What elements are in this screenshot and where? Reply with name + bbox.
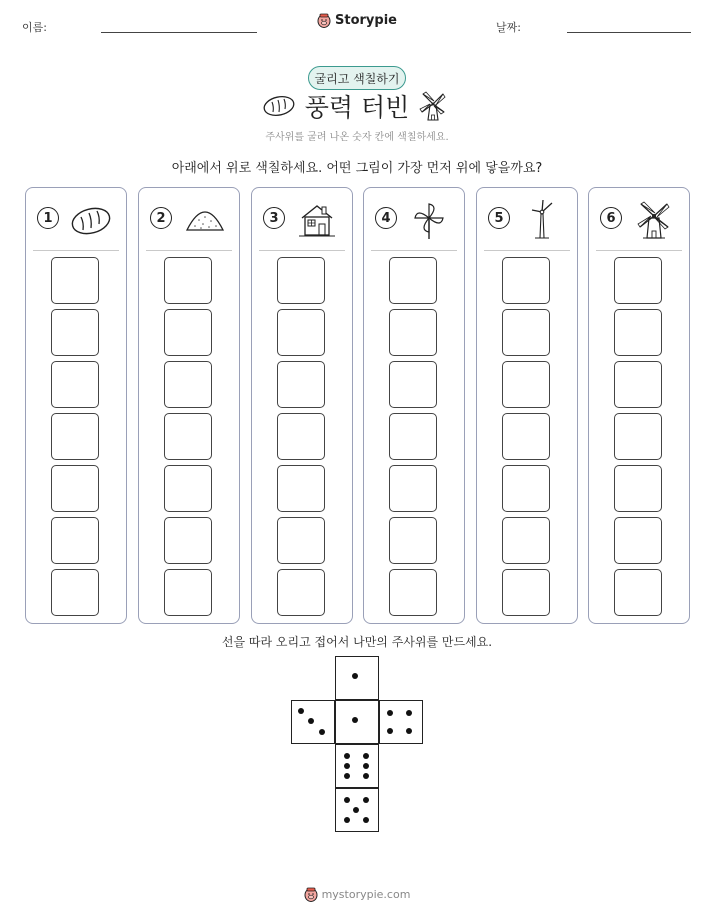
activity-badge: 굴리고 색칠하기 [308, 66, 406, 90]
color-cell[interactable] [389, 517, 437, 564]
color-cell[interactable] [389, 413, 437, 460]
column-divider [259, 250, 345, 251]
color-cell[interactable] [51, 257, 99, 304]
color-cell[interactable] [51, 309, 99, 356]
color-cell[interactable] [51, 517, 99, 564]
color-cell[interactable] [389, 465, 437, 512]
column-number: 5 [488, 207, 510, 229]
pip [363, 817, 369, 823]
color-cell[interactable] [614, 361, 662, 408]
color-cell[interactable] [389, 257, 437, 304]
column-1 [25, 187, 127, 624]
color-cell[interactable] [502, 517, 550, 564]
pip [352, 673, 358, 679]
brand-logo [0, 12, 714, 28]
color-cell[interactable] [51, 465, 99, 512]
pip [352, 717, 358, 723]
pip [363, 797, 369, 803]
page-title: 풍력 터빈 [304, 93, 410, 122]
column-divider [33, 250, 119, 251]
color-cell[interactable] [164, 517, 212, 564]
color-cell[interactable] [164, 465, 212, 512]
color-cell[interactable] [277, 517, 325, 564]
dice-face-top [335, 656, 379, 700]
dice-face-left [291, 700, 335, 744]
color-cell[interactable] [389, 309, 437, 356]
pip [319, 729, 325, 735]
column-number: 6 [600, 207, 622, 229]
column-number: 2 [150, 207, 172, 229]
flour-pile-icon [181, 200, 227, 240]
color-cell[interactable] [51, 361, 99, 408]
windmill-icon [419, 90, 447, 122]
color-cell[interactable] [502, 257, 550, 304]
color-cell[interactable] [502, 465, 550, 512]
bread-icon [68, 200, 114, 240]
color-cell[interactable] [502, 361, 550, 408]
color-cell[interactable] [164, 569, 212, 616]
color-cell[interactable] [51, 569, 99, 616]
color-cell[interactable] [277, 361, 325, 408]
pip [308, 718, 314, 724]
pip [298, 708, 304, 714]
column-2 [138, 187, 240, 624]
color-cell[interactable] [164, 413, 212, 460]
pig-mascot-icon [317, 12, 331, 28]
color-cell[interactable] [502, 569, 550, 616]
wind-turbine-icon [519, 200, 565, 240]
pinwheel-icon [406, 200, 452, 240]
dice-face-right [379, 700, 423, 744]
color-cell[interactable] [614, 569, 662, 616]
color-cell[interactable] [502, 413, 550, 460]
date-label: 날짜: [496, 21, 521, 34]
house-icon [294, 200, 340, 240]
windmill-icon [631, 200, 677, 240]
brand-name: Storypie [335, 12, 397, 28]
pip [387, 728, 393, 734]
date-line[interactable] [567, 32, 691, 33]
color-cell[interactable] [389, 361, 437, 408]
column-4 [363, 187, 465, 624]
color-cell[interactable] [614, 309, 662, 356]
name-label: 이름: [22, 21, 47, 34]
pip [344, 797, 350, 803]
color-cell[interactable] [277, 257, 325, 304]
pip [406, 728, 412, 734]
column-divider [371, 250, 457, 251]
color-cell[interactable] [614, 257, 662, 304]
dice-face-center [335, 700, 379, 744]
color-cell[interactable] [277, 465, 325, 512]
column-3 [251, 187, 353, 624]
color-cell[interactable] [389, 569, 437, 616]
dice-face-bottom [335, 744, 379, 788]
color-cell[interactable] [164, 309, 212, 356]
color-cell[interactable] [277, 569, 325, 616]
name-line[interactable] [101, 32, 257, 33]
column-divider [146, 250, 232, 251]
pip [344, 753, 350, 759]
column-6 [588, 187, 690, 624]
column-number: 1 [37, 207, 59, 229]
color-cell[interactable] [277, 413, 325, 460]
dice-face-back [335, 788, 379, 832]
page-subtitle: 주사위를 굴려 나온 숫자 칸에 색칠하세요. [265, 132, 449, 143]
dice-net-caption: 선을 따라 오리고 접어서 나만의 주사위를 만드세요. [221, 635, 493, 649]
instruction-text: 아래에서 위로 색칠하세요. 어떤 그림이 가장 먼저 위에 닿을까요? [171, 161, 543, 176]
pip [387, 710, 393, 716]
color-cell[interactable] [614, 413, 662, 460]
color-cell[interactable] [164, 361, 212, 408]
pip [344, 773, 350, 779]
pip [406, 710, 412, 716]
column-divider [596, 250, 682, 251]
color-cell[interactable] [164, 257, 212, 304]
column-5 [476, 187, 578, 624]
column-number: 3 [263, 207, 285, 229]
pip [344, 817, 350, 823]
footer [0, 886, 714, 902]
color-cell[interactable] [502, 309, 550, 356]
pig-mascot-icon [304, 886, 318, 902]
color-cell[interactable] [614, 465, 662, 512]
color-cell[interactable] [614, 517, 662, 564]
column-divider [484, 250, 570, 251]
column-number: 4 [375, 207, 397, 229]
color-cell[interactable] [51, 413, 99, 460]
pip [363, 763, 369, 769]
pip [344, 763, 350, 769]
color-cell[interactable] [277, 309, 325, 356]
pip [363, 753, 369, 759]
footer-url[interactable]: mystorypie.com [321, 887, 411, 901]
pip [363, 773, 369, 779]
pip [353, 807, 359, 813]
